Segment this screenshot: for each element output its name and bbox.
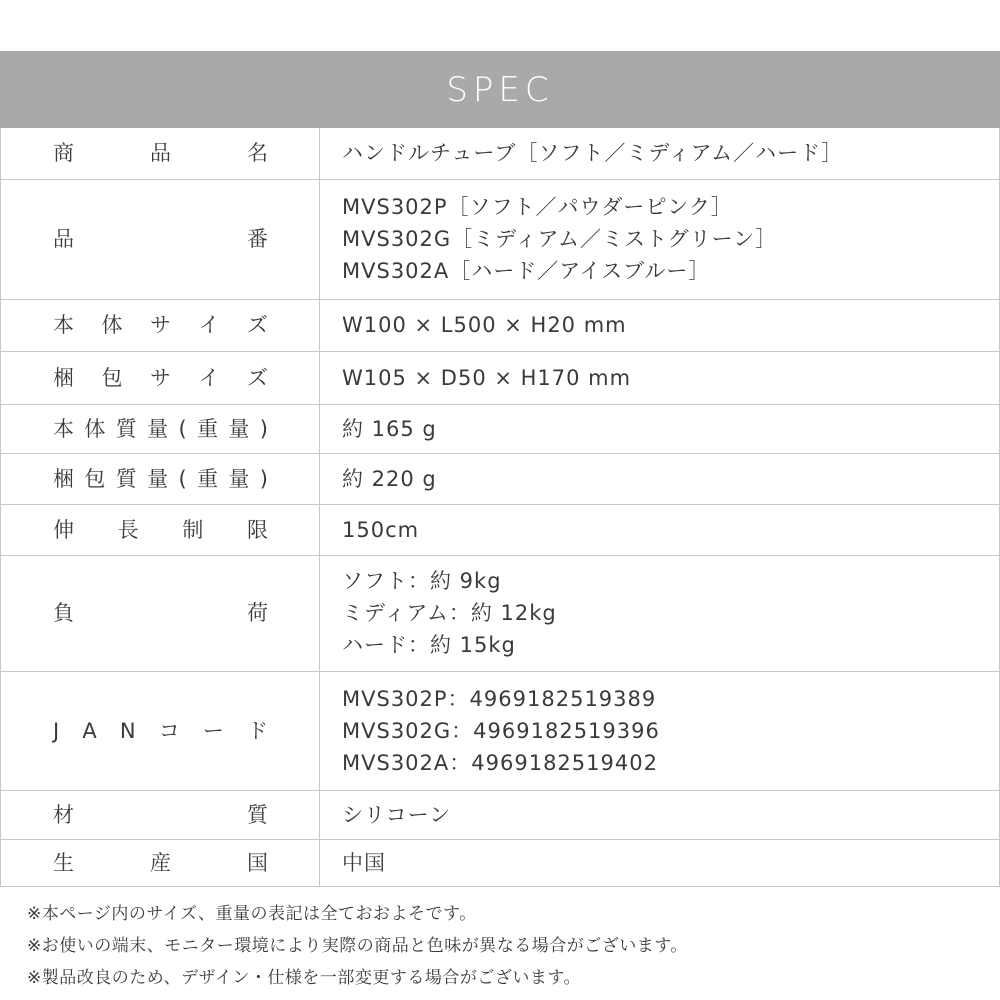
spec-label-char: サ bbox=[150, 365, 171, 390]
spec-label-char: 体 bbox=[84, 416, 106, 441]
spec-value bbox=[320, 555, 1000, 671]
spec-label bbox=[1, 839, 320, 886]
spec-label-char: 本 bbox=[53, 416, 74, 441]
spec-table bbox=[0, 128, 1000, 887]
spec-value-line: MVS302P：4969182519389 bbox=[342, 686, 657, 711]
spec-value-line: 約 165 g bbox=[342, 416, 437, 441]
spec-value bbox=[320, 351, 1000, 404]
note-spec-change: ※製品改良のため、デザイン・仕様を一部変更する場合がございます。 bbox=[27, 968, 582, 988]
spec-label-char: ド bbox=[247, 718, 268, 743]
spec-label-char: 材 bbox=[53, 802, 74, 827]
spec-label-char: 品 bbox=[150, 141, 171, 166]
spec-label-char: 量 bbox=[147, 416, 169, 441]
spec-label-char: 質 bbox=[247, 802, 268, 827]
spec-label-char: J bbox=[53, 718, 60, 743]
spec-value-line: W100 × L500 × H20 mm bbox=[342, 313, 627, 337]
spec-value-line: ハード：約 15kg bbox=[342, 633, 516, 657]
spec-label-char: ズ bbox=[247, 313, 268, 337]
spec-label bbox=[1, 671, 320, 790]
spec-label-char: 重 bbox=[197, 466, 218, 491]
spec-label-char: 長 bbox=[117, 517, 139, 542]
spec-label-char: 伸 bbox=[53, 517, 74, 542]
spec-row bbox=[1, 671, 1000, 790]
spec-value-line: 150cm bbox=[342, 517, 420, 542]
spec-label-char: 限 bbox=[246, 517, 268, 542]
spec-label bbox=[1, 299, 320, 351]
spec-label bbox=[1, 179, 320, 299]
spec-value bbox=[320, 671, 1000, 790]
spec-label-char: 梱 bbox=[53, 365, 74, 390]
spec-label-char: 量 bbox=[147, 466, 169, 491]
spec-row bbox=[1, 404, 1000, 453]
spec-value-line: MVS302P［ソフト／パウダーピンク］ bbox=[342, 195, 733, 219]
spec-label-char: サ bbox=[150, 313, 171, 337]
spec-label-char: 生 bbox=[53, 850, 74, 875]
spec-value bbox=[320, 504, 1000, 555]
spec-value-line: 中国 bbox=[342, 850, 386, 875]
spec-label-char: 国 bbox=[247, 850, 268, 875]
spec-row bbox=[1, 555, 1000, 671]
spec-label-char: ズ bbox=[247, 365, 268, 390]
spec-label-char: 本 bbox=[53, 313, 74, 337]
spec-label-char: 包 bbox=[84, 466, 106, 491]
spec-label bbox=[1, 404, 320, 453]
spec-row bbox=[1, 179, 1000, 299]
spec-label-char: 梱 bbox=[53, 466, 74, 491]
spec-label-char: 制 bbox=[182, 517, 204, 542]
spec-label-char: 名 bbox=[247, 141, 268, 166]
spec-value-line: MVS302A［ハード／アイスブルー］ bbox=[342, 259, 711, 283]
spec-label-char: 包 bbox=[101, 365, 123, 390]
spec-value-line: ソフト：約 9kg bbox=[342, 569, 502, 593]
spec-title: SPEC bbox=[446, 69, 554, 110]
spec-label bbox=[1, 351, 320, 404]
spec-label-char: 量 bbox=[228, 416, 250, 441]
spec-label-char: ) bbox=[259, 416, 268, 441]
spec-label-char: 商 bbox=[53, 141, 74, 166]
spec-header bbox=[0, 51, 1000, 128]
spec-value-line: MVS302G：4969182519396 bbox=[342, 718, 660, 743]
spec-value-line: シリコーン bbox=[342, 802, 452, 827]
spec-row bbox=[1, 299, 1000, 351]
spec-row bbox=[1, 790, 1000, 839]
spec-value bbox=[320, 790, 1000, 839]
spec-value bbox=[320, 128, 1000, 179]
spec-label bbox=[1, 453, 320, 504]
spec-label-char: A bbox=[82, 718, 97, 743]
spec-label-char: ( bbox=[178, 466, 187, 491]
spec-value-line: W105 × D50 × H170 mm bbox=[342, 365, 632, 390]
note-size-weight: ※本ページ内のサイズ、重量の表記は全ておおよそです。 bbox=[27, 904, 477, 924]
spec-label-char: ) bbox=[259, 466, 268, 491]
spec-label-char: 荷 bbox=[247, 601, 268, 625]
spec-value bbox=[320, 299, 1000, 351]
spec-value-line: 約 220 g bbox=[342, 466, 437, 491]
spec-label-char: 番 bbox=[247, 227, 268, 251]
spec-value bbox=[320, 179, 1000, 299]
spec-label bbox=[1, 128, 320, 179]
spec-row bbox=[1, 453, 1000, 504]
spec-label-char: N bbox=[119, 718, 136, 743]
spec-value-line: ミディアム：約 12kg bbox=[342, 601, 557, 625]
spec-label-char: 産 bbox=[150, 850, 171, 875]
spec-row bbox=[1, 128, 1000, 179]
spec-label bbox=[1, 790, 320, 839]
spec-value bbox=[320, 453, 1000, 504]
spec-label-char: 品 bbox=[53, 227, 74, 251]
notes bbox=[27, 898, 987, 994]
spec-label-char: イ bbox=[198, 365, 220, 390]
spec-label bbox=[1, 504, 320, 555]
spec-value bbox=[320, 404, 1000, 453]
spec-row bbox=[1, 351, 1000, 404]
spec-value bbox=[320, 839, 1000, 886]
spec-label-char: ( bbox=[178, 416, 187, 441]
spec-label-char: イ bbox=[198, 313, 220, 337]
spec-label bbox=[1, 555, 320, 671]
spec-label-char: 体 bbox=[101, 313, 123, 337]
spec-label-char: 負 bbox=[53, 601, 74, 625]
spec-value-line: MVS302A：4969182519402 bbox=[342, 750, 658, 775]
spec-label-char: コ bbox=[158, 718, 180, 743]
spec-label-char: 質 bbox=[115, 466, 137, 491]
note-color-display: ※お使いの端末、モニター環境により実際の商品と色味が異なる場合がございます。 bbox=[27, 936, 688, 956]
spec-label-char: 重 bbox=[197, 416, 218, 441]
spec-label-char: ー bbox=[202, 718, 224, 743]
spec-label-char: 量 bbox=[228, 466, 250, 491]
spec-row bbox=[1, 504, 1000, 555]
spec-label-char: 質 bbox=[115, 416, 137, 441]
spec-row bbox=[1, 839, 1000, 886]
spec-value-line: ハンドルチューブ［ソフト／ミディアム／ハード］ bbox=[342, 141, 844, 166]
spec-value-line: MVS302G［ミディアム／ミストグリーン］ bbox=[342, 227, 778, 251]
